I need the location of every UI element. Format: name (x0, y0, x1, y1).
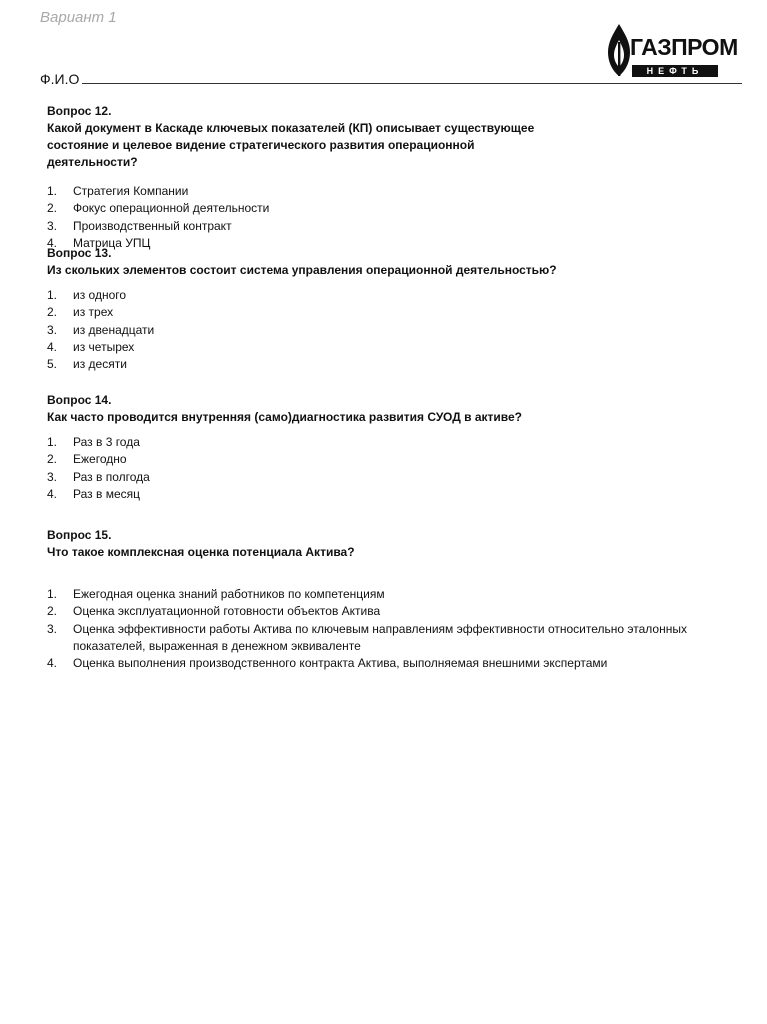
answer-list (47, 434, 747, 503)
answer-item[interactable]: 4. Раз в месяц (47, 486, 140, 501)
answer-item[interactable]: 4. Матрица УПЦ (47, 235, 151, 250)
logo-subtitle: НЕФТЬ (632, 65, 718, 77)
question-text: Как часто проводится внутренняя (само)диагностика развития СУОД в активе? (47, 410, 522, 424)
answer-item[interactable]: 5. из десяти (47, 357, 127, 372)
answer-list (47, 287, 747, 373)
answer-item[interactable]: 3. Оценка эффективности работы Актива по ключевым направлениям эффективности относительно эталонных показателей, выраженная в денежном эквиваленте (47, 621, 687, 653)
answer-item[interactable]: 1. из одного (47, 288, 127, 302)
answer-item[interactable]: 1. Ежегодная оценка знаний работников по компетенциям (47, 587, 385, 601)
variant-label: Вариант 1 (40, 9, 117, 26)
answer-item[interactable]: 4. из четырех (47, 339, 135, 354)
fio-label: Ф.И.О (40, 71, 80, 87)
gazprom-neft-logo (602, 22, 738, 78)
answer-list (47, 586, 687, 672)
answer-item[interactable]: 2. Оценка эксплуатационной готовности объектов Актива (47, 604, 381, 619)
answer-item[interactable]: 3. из двенадцати (47, 322, 155, 337)
question-text: Из скольких элементов состоит система управления операционной деятельностью? (47, 263, 557, 277)
question-title: Вопрос 12. (47, 104, 112, 118)
question-title: Вопрос 13. (47, 246, 112, 260)
logo-wordmark: ГАЗПРОМ (630, 34, 738, 60)
answer-item[interactable]: 4. Оценка выполнения производственного контракта Актива, выполняемая внешними экспертами (47, 656, 608, 671)
question-13 (47, 245, 747, 373)
question-text: Что такое комплексная оценка потенциала Актива? (47, 545, 355, 559)
answer-list (47, 183, 747, 252)
question-title: Вопрос 14. (47, 393, 112, 407)
question-15 (47, 527, 747, 672)
answer-item[interactable]: 2. Фокус операционной деятельности (47, 201, 270, 216)
answer-item[interactable]: 2. Ежегодно (47, 452, 127, 467)
fio-underline[interactable] (82, 83, 742, 84)
question-12 (47, 103, 747, 252)
answer-item[interactable]: 3. Производственный контракт (47, 218, 232, 233)
answer-item[interactable]: 1. Стратегия Компании (47, 184, 189, 198)
answer-item[interactable]: 3. Раз в полгода (47, 469, 150, 484)
answer-item[interactable]: 1. Раз в 3 года (47, 435, 140, 449)
question-text: Какой документ в Каскаде ключевых показателей (КП) описывает существующее состояние и целевое видение стратегического развития операционной деятельности? (47, 121, 535, 169)
question-14 (47, 392, 747, 503)
fio-field[interactable] (40, 71, 767, 87)
answer-item[interactable]: 2. из трех (47, 305, 114, 320)
question-title: Вопрос 15. (47, 528, 112, 542)
